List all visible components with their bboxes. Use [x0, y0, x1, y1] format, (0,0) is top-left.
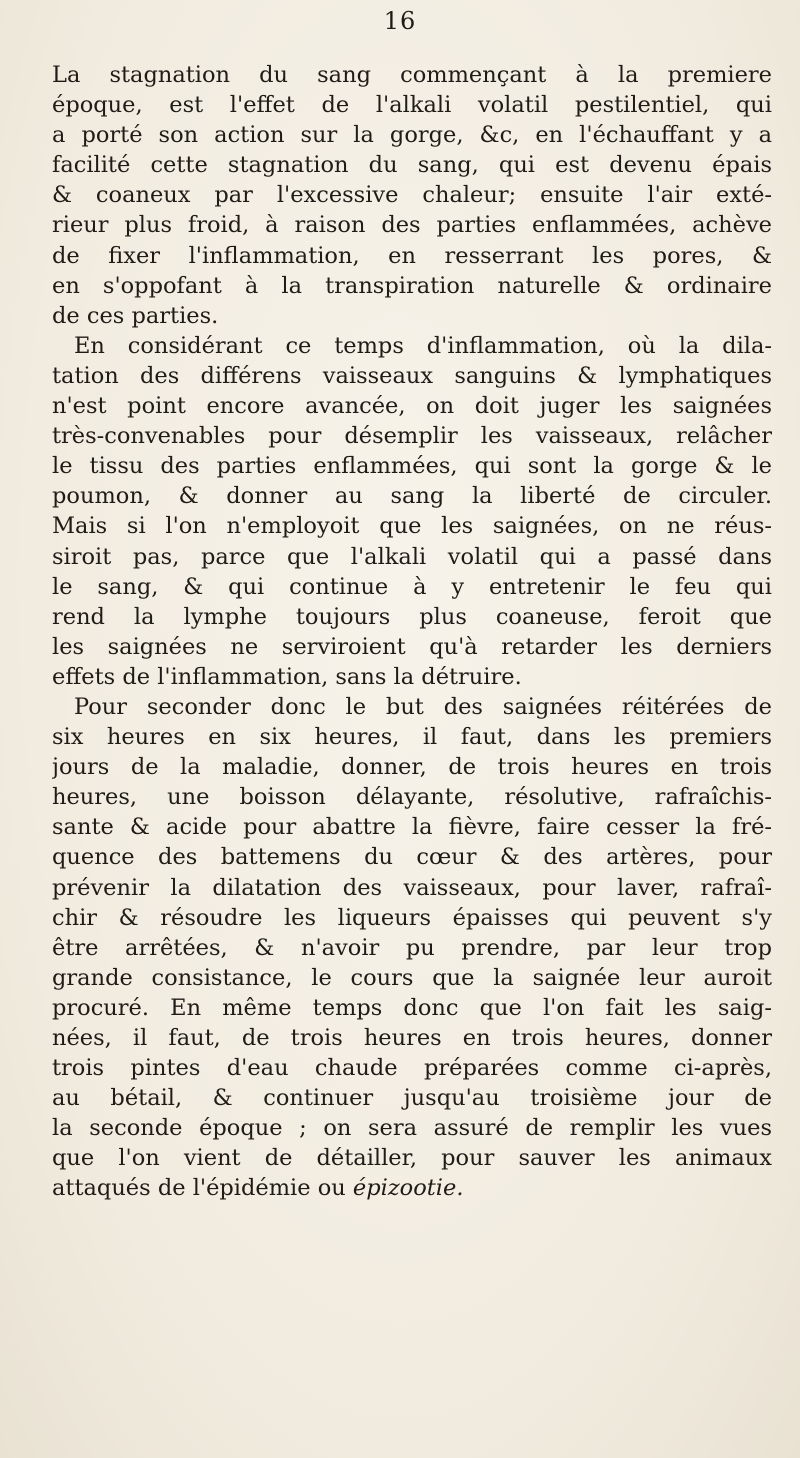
body-text [52, 60, 772, 1204]
text-line: heures, une boisson délayante, résolutive, rafraîchis- [52, 784, 772, 811]
text-line: chir & résoudre les liqueurs épaisses qui peuvent s'y [52, 904, 772, 931]
text-line: la seconde époque ; on sera assuré de remplir les vues [52, 1115, 772, 1142]
text-line: La stagnation du sang commençant à la premiere [52, 62, 772, 88]
text-line: En considérant ce temps d'inflammation, où la dila- [74, 332, 772, 359]
text-line: six heures en six heures, il faut, dans les premiers [52, 724, 772, 751]
text-line: a porté son action sur la gorge, &c, en l'échauffant y a [52, 122, 772, 149]
text-line: grande consistance, le cours que la saignée leur auroit [52, 964, 772, 991]
page-number: 16 [383, 7, 417, 35]
text-line: trois pintes d'eau chaude préparées comme ci-après, [52, 1055, 772, 1082]
text-line: Mais si l'on n'employoit que les saignées, on ne réus- [52, 513, 772, 540]
text-line: rend la lymphe toujours plus coaneuse, feroit que [52, 603, 772, 630]
text-line: le sang, & qui continue à y entretenir le feu qui [52, 573, 772, 600]
text-line: n'est point encore avancée, on doit juger les saignées [52, 393, 772, 420]
text-line: époque, est l'effet de l'alkali volatil pestilentiel, qui [52, 92, 772, 119]
text-line: que l'on vient de détailler, pour sauver les animaux [52, 1145, 772, 1172]
text-line: rieur plus froid, à raison des parties enflammées, achève [52, 212, 772, 239]
text-line: siroit pas, parce que l'alkali volatil qui a passé dans [52, 543, 772, 570]
text-line: en s'oppofant à la transpiration naturelle & ordinaire [52, 272, 772, 299]
text-line: prévenir la dilatation des vaisseaux, pour laver, rafraî- [52, 874, 772, 901]
text-line: de ces parties. [52, 302, 219, 329]
text-line: facilité cette stagnation du sang, qui est devenu épais [52, 152, 772, 179]
text-line: & coaneux par l'excessive chaleur; ensuite l'air exté- [52, 182, 772, 209]
text-line: quence des battemens du cœur & des artères, pour [52, 844, 772, 871]
text-line: tation des différens vaisseaux sanguins & lymphatiques [52, 362, 772, 389]
text-line: procuré. En même temps donc que l'on fait les saig- [52, 994, 772, 1021]
text-line: le tissu des parties enflammées, qui sont la gorge & le [52, 453, 772, 480]
text-line [52, 1173, 772, 1203]
final-line-text: attaqués de l'épidémie ou [52, 1175, 346, 1202]
text-line: sante & acide pour abattre la fièvre, faire cesser la fré- [52, 814, 772, 841]
paragraph-2 [52, 331, 772, 692]
text-line: très-convenables pour désemplir les vaisseaux, relâcher [52, 423, 772, 450]
emphasized-word: épizootie. [352, 1175, 464, 1202]
text-line: Pour seconder donc le but des saignées réitérées de [74, 693, 772, 720]
text-line: être arrêtées, & n'avoir pu prendre, par leur trop [52, 934, 772, 961]
text-line: poumon, & donner au sang la liberté de circuler. [52, 483, 772, 510]
text-line: jours de la maladie, donner, de trois heures en trois [52, 754, 772, 781]
paragraph-3 [52, 692, 772, 1204]
text-line: de fixer l'inflammation, en resserrant les pores, & [52, 242, 772, 269]
text-line: les saignées ne serviroient qu'à retarder les derniers [52, 633, 772, 660]
text-line: effets de l'inflammation, sans la détruire. [52, 663, 522, 690]
paragraph-1 [52, 60, 772, 331]
text-line: au bétail, & continuer jusqu'au troisième jour de [52, 1085, 772, 1112]
text-line: nées, il faut, de trois heures en trois heures, donner [52, 1025, 772, 1051]
